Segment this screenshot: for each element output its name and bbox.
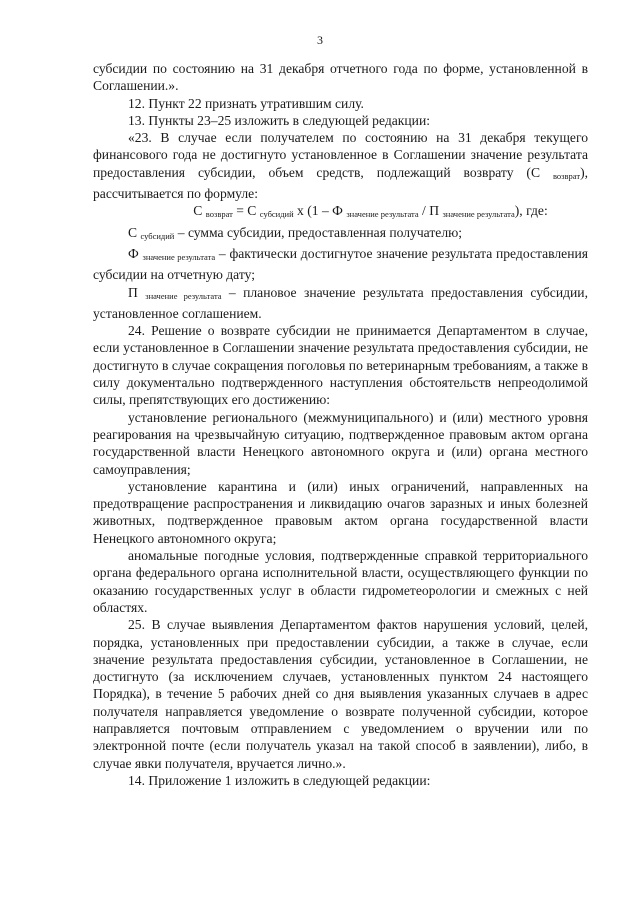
paragraph-23-end: ), рассчитывается по формуле: (93, 164, 588, 202)
paragraph-item-12: 12. Пункт 22 признать утратившим силу. (128, 95, 364, 111)
formula-f-sub: значение результата (346, 209, 419, 220)
formula-p-sub: значение результата (442, 209, 515, 220)
paragraph-23-text: «23. В случае если получателем по состоянию на 31 декабря текущего финансового года не достигнуто установленное в Соглашении значение результата предоставления субсидии, объем средств, подлежащий возврату (С (93, 130, 588, 180)
paragraph-23 (93, 129, 588, 202)
definition-c-sub: субсидий (140, 230, 175, 241)
definition-c-text: – сумма субсидии, предоставленная получателю; (174, 224, 463, 240)
definition-c (93, 224, 588, 245)
definition-c-symbol: С (128, 224, 138, 240)
paragraph-23-subscript: возврат (552, 170, 581, 181)
paragraph-item-14: 14. Приложение 1 изложить в следующей редакции: (128, 772, 431, 788)
definition-p-text: – плановое значение результата предоставления субсидии, установленное соглашением. (93, 284, 588, 321)
definition-f (93, 245, 588, 284)
formula-c: С (193, 203, 203, 219)
definition-f-symbol: Ф (128, 245, 139, 261)
paragraph-24: 24. Решение о возврате субсидии не принимается Департаментом в случае, если установленное в Соглашении значение результата предоставления субсидии, не достигнуто в случае сокращения поголовья по ветеринарным требованиям, а также в силу документально подтвержденного наступления обстоятельств непреодолимой силы, препятствующих его достижению: (93, 323, 588, 408)
formula-c-sub: возврат (205, 209, 233, 220)
bullet-quarantine: установление карантина и (или) иных ограничений, направленных на предотвращение распространения и ликвидацию очагов заразных и иных болезней животных, подтвержденное правовым актом органа государственной власти Ненецкого автономного округа; (93, 478, 588, 546)
formula-mid: x (1 – Ф (293, 203, 343, 219)
paragraph-continuation: субсидии по состоянию на 31 декабря отчетного года по форме, установленной в Соглашении.». (93, 61, 588, 94)
formula-eq: = С (232, 203, 257, 219)
formula (93, 202, 588, 223)
definition-f-sub: значение результата (142, 251, 216, 262)
definition-p-symbol: П (128, 284, 138, 300)
definition-p-sub: значение результата (145, 290, 222, 301)
paragraph-25: 25. В случае выявления Департаментом фактов нарушения условий, целей, порядка, установленных при предоставлении субсидии, а также в случае, если значение результата предоставления субсидии, установленное в Соглашении, не достигнуто (за исключением случаев, установленных пунктом 24 настоящего Порядка), в течение 5 рабочих дней со дня выявления указанных случаев в адрес получателя направляется уведомление о возврате полученной субсидии, которое направляется почтовым отправлением с уведомлением о вручении или по электронной почте (если получатель указал на такой способ в заявлении), либо, в случае явки получателя, вручается лично.». (93, 617, 588, 771)
bullet-weather: аномальные погодные условия, подтвержденные справкой территориального органа федерального органа исполнительной власти, осуществляющего функции по оказанию государственных услуг в области гидрометеорологии и смежных с ней областях. (93, 548, 588, 615)
definition-p (93, 284, 588, 323)
page-number: 3 (317, 33, 323, 47)
formula-eq-sub: субсидий (259, 209, 294, 220)
formula-div: / П (418, 203, 440, 219)
paragraph-item-13: 13. Пункты 23–25 изложить в следующей редакции: (128, 112, 430, 128)
formula-end: ), где: (514, 203, 548, 219)
bullet-emergency: установление регионального (межмуниципального) и (или) местного уровня реагирования на чрезвычайную ситуацию, подтвержденное правовым актом органа государственной власти Ненецкого автономного округа и (или) органа местного самоуправления; (93, 409, 588, 477)
document-body (93, 60, 588, 789)
definition-f-text: – фактически достигнутое значение результата предоставления субсидии на отчетную дату; (93, 245, 588, 283)
